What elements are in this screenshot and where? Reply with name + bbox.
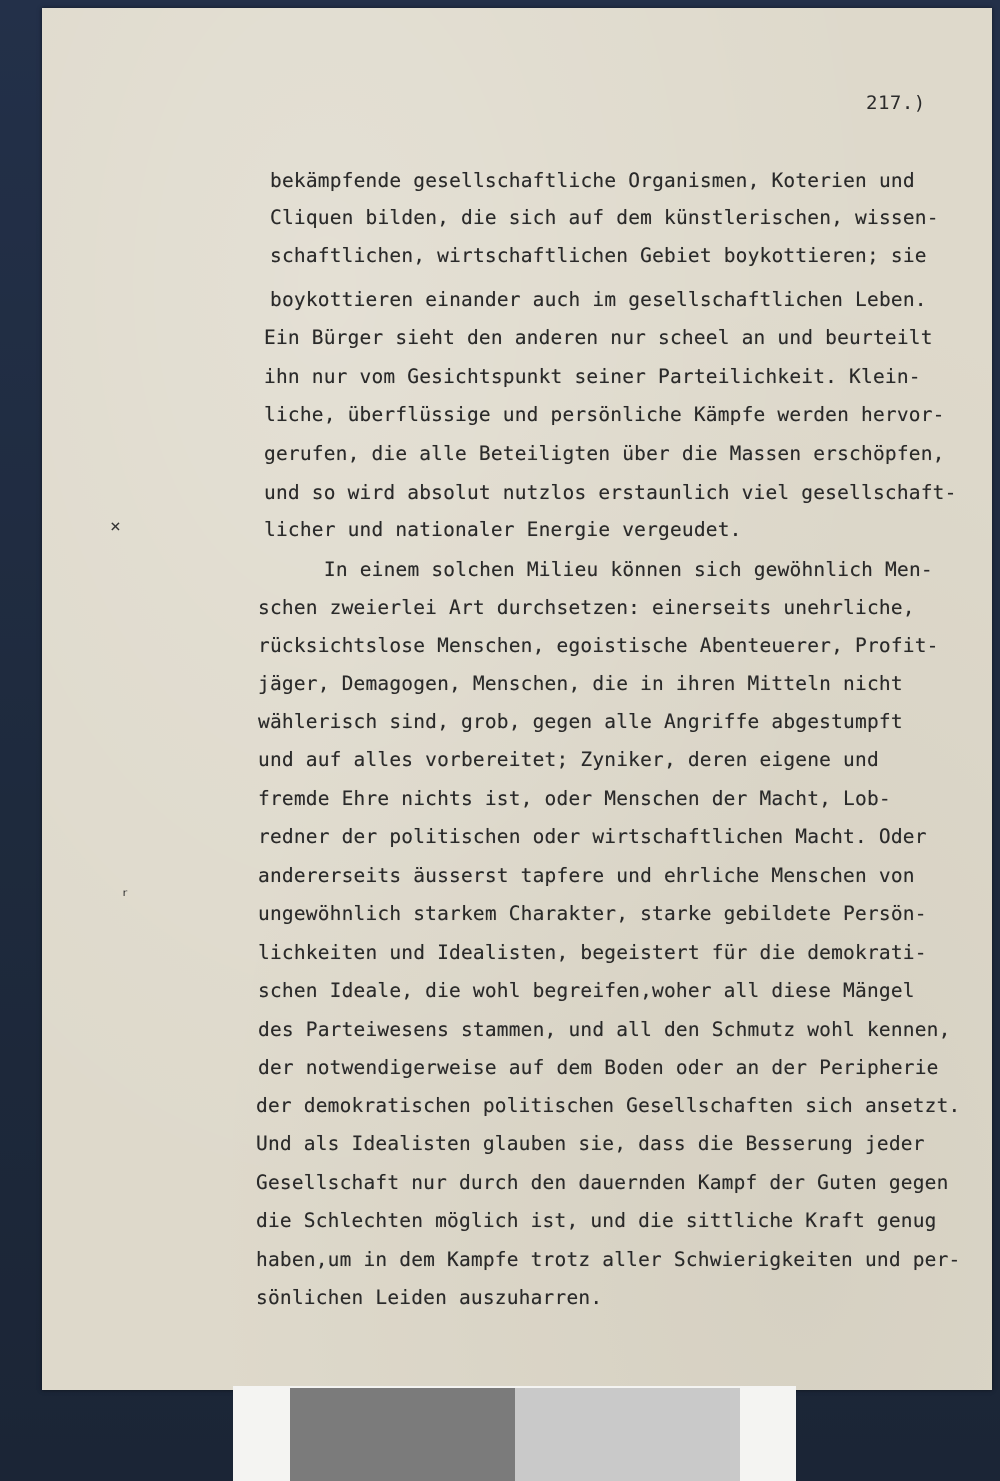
text-line: haben,um in dem Kampfe trotz aller Schwierigkeiten und per- [256,1248,961,1271]
text-line: Cliquen bilden, die sich auf dem künstlerischen, wissen- [270,206,939,229]
text-line: liche, überflüssige und persönliche Kämpfe werden hervor- [264,403,945,426]
document-page [42,8,992,1390]
text-line: lichkeiten und Idealisten, begeistert für die demokrati- [258,941,927,964]
margin-mark: ᵣ [120,880,131,901]
text-line: wählerisch sind, grob, gegen alle Angriffe abgestumpft [258,710,903,733]
text-line: der demokratischen politischen Gesellschaften sich ansetzt. [256,1094,961,1117]
gray-swatch-dark [290,1388,515,1481]
text-line: Und als Idealisten glauben sie, dass die Besserung jeder [256,1132,925,1155]
text-line: fremde Ehre nichts ist, oder Menschen der Macht, Lob- [258,787,891,810]
text-line: Ein Bürger sieht den anderen nur scheel an und beurteilt [264,326,933,349]
text-line: ungewöhnlich starkem Charakter, starke gebildete Persön- [258,902,927,925]
color-calibration-target [233,1386,796,1481]
text-line: schen zweierlei Art durchsetzen: einerseits unehrliche, [258,596,915,619]
page-number: 217.) [866,92,926,114]
text-line: licher und nationaler Energie vergeudet. [264,518,742,541]
text-line: bekämpfende gesellschaftliche Organismen, Koterien und [270,169,915,192]
text-line: gerufen, die alle Beteiligten über die Massen erschöpfen, [264,442,945,465]
text-line: die Schlechten möglich ist, und die sittliche Kraft genug [256,1209,937,1232]
text-line: schaftlichen, wirtschaftlichen Gebiet boykottieren; sie [270,244,927,267]
text-line: andererseits äusserst tapfere und ehrliche Menschen von [258,864,915,887]
text-line: In einem solchen Milieu können sich gewöhnlich Men- [300,558,933,581]
text-line: schen Ideale, die wohl begreifen,woher all diese Mängel [258,979,915,1002]
text-line: und auf alles vorbereitet; Zyniker, deren eigene und [258,748,879,771]
text-line: rücksichtslose Menschen, egoistische Abenteuerer, Profit- [258,634,939,657]
text-line: und so wird absolut nutzlos erstaunlich viel gesellschaft- [264,481,957,504]
text-line: redner der politischen oder wirtschaftlichen Macht. Oder [258,825,927,848]
margin-mark: × [110,516,121,537]
text-line: ihn nur vom Gesichtspunkt seiner Parteilichkeit. Klein- [264,365,921,388]
text-line: sönlichen Leiden auszuharren. [256,1286,603,1309]
text-line: des Parteiwesens stammen, und all den Schmutz wohl kennen, [258,1018,951,1041]
text-line: jäger, Demagogen, Menschen, die in ihren Mitteln nicht [258,672,903,695]
text-line: der notwendigerweise auf dem Boden oder an der Peripherie [258,1056,939,1079]
text-line: Gesellschaft nur durch den dauernden Kampf der Guten gegen [256,1171,949,1194]
text-line: boykottieren einander auch im gesellschaftlichen Leben. [270,288,927,311]
gray-swatch-light [515,1388,740,1481]
